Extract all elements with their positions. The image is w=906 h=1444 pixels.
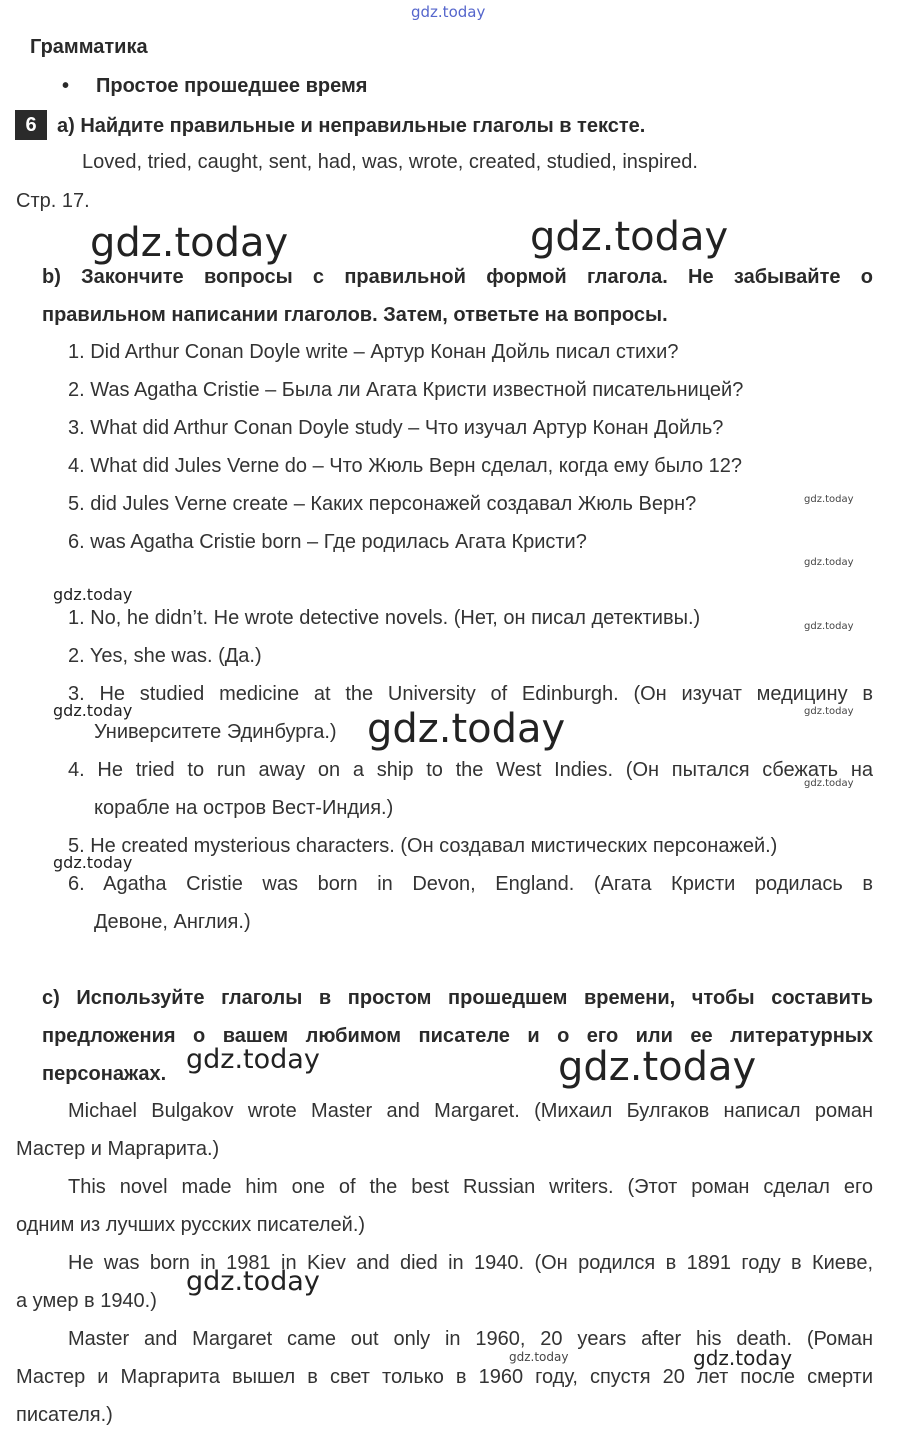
answer-3-line-2: Университете Эдинбурга.): [94, 721, 337, 743]
essay-paragraph-2-line-1: This novel made him one of the best Russian writers. (Этот роман сделал его: [68, 1176, 873, 1198]
essay-paragraph-4-line-2: Мастер и Маргарита вышел в свет только в 1960 году, спустя 20 лет после смерти: [16, 1366, 873, 1388]
watermark: gdz.today: [530, 214, 729, 260]
watermark: gdz.today: [804, 621, 854, 632]
question-1: 1. Did Arthur Conan Doyle write – Артур Конан Дойль писал стихи?: [68, 341, 679, 363]
answer-3-line-1: 3. He studied medicine at the University of Edinburgh. (Он изучат медицину в: [68, 683, 873, 705]
question-4: 4. What did Jules Verne do – Что Жюль Верн сделал, когда ему было 12?: [68, 455, 743, 477]
task-c-heading-line-3: персонажах.: [42, 1063, 167, 1085]
watermark: gdz.today: [53, 853, 133, 872]
question-5: 5. did Jules Verne create – Каких персонажей создавал Жюль Верн?: [68, 493, 697, 515]
watermark: gdz.today: [804, 557, 854, 568]
watermark: gdz.today: [186, 1266, 320, 1297]
watermark: gdz.today: [53, 585, 133, 604]
answer-5: 5. He created mysterious characters. (Он создавал мистических персонажей.): [68, 835, 778, 857]
essay-paragraph-2-line-2: одним из лучших русских писателей.): [16, 1214, 366, 1236]
header-watermark: gdz.today: [411, 3, 486, 21]
question-2: 2. Was Agatha Cristie – Была ли Агата Кристи известной писательницей?: [68, 379, 744, 401]
watermark: gdz.today: [558, 1044, 757, 1090]
watermark: gdz.today: [90, 220, 289, 266]
task-b-heading-line-2: правильном написании глаголов. Затем, ответьте на вопросы.: [42, 304, 668, 326]
section-title: Грамматика: [30, 36, 148, 58]
essay-paragraph-4-line-3: писателя.): [16, 1404, 113, 1426]
answer-6-line-1: 6. Agatha Cristie was born in Devon, England. (Агата Кристи родилась в: [68, 873, 873, 895]
task-a-answer: Loved, tried, caught, sent, had, was, wrote, created, studied, inspired.: [82, 151, 698, 173]
watermark: gdz.today: [367, 706, 566, 752]
task-c-heading-line-1: c) Используйте глаголы в простом прошедшем времени, чтобы составить: [42, 987, 873, 1009]
task-b-heading-line-1: b) Закончите вопросы с правильной формой глагола. Не забывайте о: [42, 266, 873, 288]
essay-paragraph-3-line-1: He was born in 1981 in Kiev and died in 1940. (Он родился в 1891 году в Киеве,: [68, 1252, 873, 1274]
answer-2: 2. Yes, she was. (Да.): [68, 645, 262, 667]
essay-paragraph-1-line-1: Michael Bulgakov wrote Master and Margaret. (Михаил Булгаков написал роман: [68, 1100, 873, 1122]
answer-6-line-2: Девоне, Англия.): [94, 911, 251, 933]
answer-4-line-1: 4. He tried to run away on a ship to the West Indies. (Он пытался сбежать на: [68, 759, 873, 781]
answer-1: 1. No, he didn’t. He wrote detective novels. (Нет, он писал детективы.): [68, 607, 701, 629]
task-c-heading-line-2: предложения о вашем любимом писателе и о его или ее литературных: [42, 1025, 873, 1047]
watermark: gdz.today: [804, 778, 854, 789]
watermark: gdz.today: [804, 706, 854, 717]
watermark: gdz.today: [509, 1350, 569, 1364]
answer-4-line-2: корабле на остров Вест-Индия.): [94, 797, 394, 819]
bullet-text: Простое прошедшее время: [96, 75, 368, 97]
question-3: 3. What did Arthur Conan Doyle study – Что изучал Артур Конан Дойль?: [68, 417, 724, 439]
essay-paragraph-1-line-2: Мастер и Маргарита.): [16, 1138, 220, 1160]
exercise-number-badge: 6: [15, 110, 47, 140]
watermark: gdz.today: [186, 1044, 320, 1075]
page-reference: Стр. 17.: [16, 190, 90, 212]
watermark: gdz.today: [53, 701, 133, 720]
watermark: gdz.today: [693, 1346, 793, 1370]
watermark: gdz.today: [804, 494, 854, 505]
question-6: 6. was Agatha Cristie born – Где родилась Агата Кристи?: [68, 531, 587, 553]
essay-paragraph-4-line-1: Master and Margaret came out only in 1960, 20 years after his death. (Роман: [68, 1328, 873, 1350]
bullet-icon: •: [62, 75, 70, 97]
task-a-heading: a) Найдите правильные и неправильные глаголы в тексте.: [57, 115, 646, 137]
essay-paragraph-3-line-2: а умер в 1940.): [16, 1290, 157, 1312]
